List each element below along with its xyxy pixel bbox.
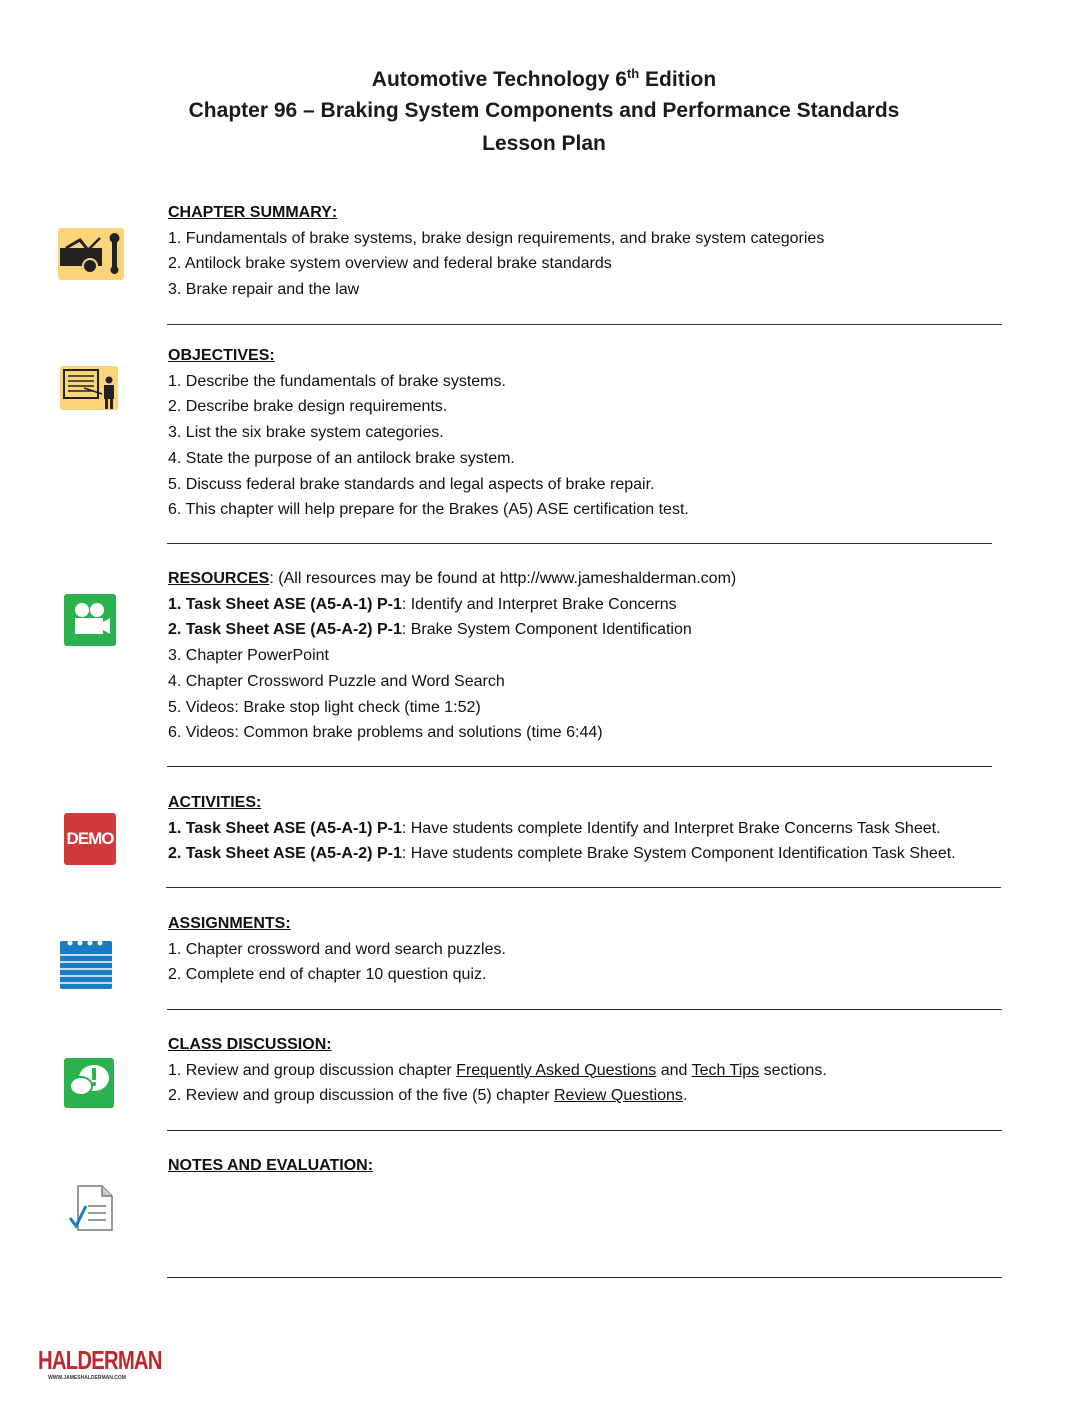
list-item: 4. Chapter Crossword Puzzle and Word Search — [168, 672, 505, 690]
halderman-logo: HALDERMAN WWW.JAMESHALDERMAN.COM — [38, 1345, 162, 1381]
list-item: 1. Review and group discussion chapter Frequently Asked Questions and Tech Tips sections. — [168, 1061, 827, 1079]
doc-title-lesson-plan: Lesson Plan — [482, 132, 606, 155]
notes-heading: NOTES AND EVALUATION — [168, 1157, 368, 1174]
list-item: 1. Chapter crossword and word search puzzles. — [168, 940, 506, 958]
assignments-heading: ASSIGNMENTS — [168, 915, 286, 932]
objectives-heading: OBJECTIVES — [168, 347, 270, 364]
doc-title-line1: Automotive Technology 6th Edition — [371, 66, 717, 91]
document-checkmark-icon — [68, 1184, 114, 1232]
list-item: 3. List the six brake system categories. — [168, 424, 444, 442]
divider — [167, 324, 1002, 325]
resources-note: (All resources may be found at http://www.jameshalderman.com) — [273, 570, 737, 587]
video-camera-icon — [64, 594, 116, 646]
class-discussion-section: CLASS DISCUSSION: 1. Review and group discussion chapter Frequently Asked Questions and Tech Tips sections. 2. Review and group discussion of the five (5) chapter Review Questions. — [168, 1032, 827, 1109]
review-questions-link[interactable]: Review Questions — [553, 1087, 683, 1105]
notes-section: NOTES AND EVALUATION: — [168, 1157, 374, 1174]
list-item: 2. Describe brake design requirements. — [168, 398, 448, 416]
resources-section: RESOURCES: (All resources may be found at http://www.jameshalderman.com) 1. Task Sheet ASE (A5-A-1) P-1: Identify and Interpret Brake Concerns 2. Task Sheet ASE (A5-A-2) P-1: Brake System Component Identification 3. Chapter PowerPoint 4. Chapter Crossword Puzzle and Word Search 5. Videos: Brake stop light check (time 1:52) 6. Videos: Common brake problems and solutions (time 6:44) — [168, 566, 736, 746]
car-repair-icon — [58, 228, 124, 280]
list-item: 6. Videos: Common brake problems and solutions (time 6:44) — [168, 724, 603, 742]
list-item: 2. Antilock brake system overview and federal brake standards — [168, 255, 612, 273]
divider — [167, 1130, 1002, 1131]
list-item: 5. Videos: Brake stop light check (time 1:52) — [168, 698, 481, 716]
faq-link[interactable]: Frequently Asked Questions — [456, 1061, 657, 1079]
list-item: 1. Describe the fundamentals of brake systems. — [168, 372, 506, 390]
instructor-presentation-icon — [60, 366, 118, 410]
demo-icon: DEMO — [64, 813, 116, 865]
list-item: 3. Brake repair and the law — [168, 281, 360, 299]
notepad-icon — [60, 937, 112, 989]
divider — [167, 1009, 1002, 1010]
list-item: 5. Discuss federal brake standards and legal aspects of brake repair. — [168, 475, 655, 493]
activities-heading: ACTIVITIES — [168, 794, 257, 811]
doc-title-chapter: Chapter 96 – Braking System Components and Performance Standards — [188, 99, 900, 122]
list-item: 1. Task Sheet ASE (A5-A-1) P-1: Identify and Interpret Brake Concerns — [168, 595, 677, 613]
list-item: 1. Fundamentals of brake systems, brake design requirements, and brake system categories — [168, 229, 825, 247]
activities-section: ACTIVITIES: 1. Task Sheet ASE (A5-A-1) P-1: Have students complete Identify and Interpret Brake Concerns Task Sheet. 2. Task Sheet ASE (A5-A-2) P-1: Have students complete Brake System Component Identification Task Sheet. — [168, 790, 956, 867]
list-item: 1. Task Sheet ASE (A5-A-1) P-1: Have students complete Identify and Interpret Brake Concerns Task Sheet. — [168, 819, 941, 837]
list-item: 4. State the purpose of an antilock brake system. — [168, 449, 515, 467]
list-item: 6. This chapter will help prepare for the Brakes (A5) ASE certification test. — [168, 501, 689, 519]
chapter-summary-heading: CHAPTER SUMMARY — [168, 204, 332, 221]
tech-tips-link[interactable]: Tech Tips — [691, 1061, 760, 1079]
list-item: 2. Review and group discussion of the five (5) chapter Review Questions. — [168, 1087, 688, 1105]
divider — [167, 1277, 1002, 1278]
discussion-bubble-icon — [64, 1058, 114, 1108]
list-item: 2. Task Sheet ASE (A5-A-2) P-1: Brake System Component Identification — [168, 621, 692, 639]
divider — [167, 766, 992, 767]
divider — [167, 543, 992, 544]
list-item: 2. Complete end of chapter 10 question quiz. — [168, 966, 487, 984]
list-item: 3. Chapter PowerPoint — [168, 647, 329, 665]
class-discussion-heading: CLASS DISCUSSION — [168, 1036, 327, 1053]
chapter-summary-section: CHAPTER SUMMARY: 1. Fundamentals of brake systems, brake design requirements, and brake system categories 2. Antilock brake system overview and federal brake standards 3. Brake repair and the law — [168, 200, 824, 303]
list-item: 2. Task Sheet ASE (A5-A-2) P-1: Have students complete Brake System Component Identification Task Sheet. — [168, 845, 956, 863]
assignments-section: ASSIGNMENTS: 1. Chapter crossword and word search puzzles. 2. Complete end of chapter 10 question quiz. — [168, 911, 506, 988]
resources-heading: RESOURCES — [168, 570, 270, 587]
divider — [166, 887, 1001, 888]
objectives-section: OBJECTIVES: 1. Describe the fundamentals of brake systems. 2. Describe brake design requirements. 3. List the six brake system categories. 4. State the purpose of an antilock brake system. 5. Discuss federal brake standards and legal aspects of brake repair. 6. This chapter will help prepare for the Brakes (A5) ASE certification test. — [168, 343, 689, 523]
